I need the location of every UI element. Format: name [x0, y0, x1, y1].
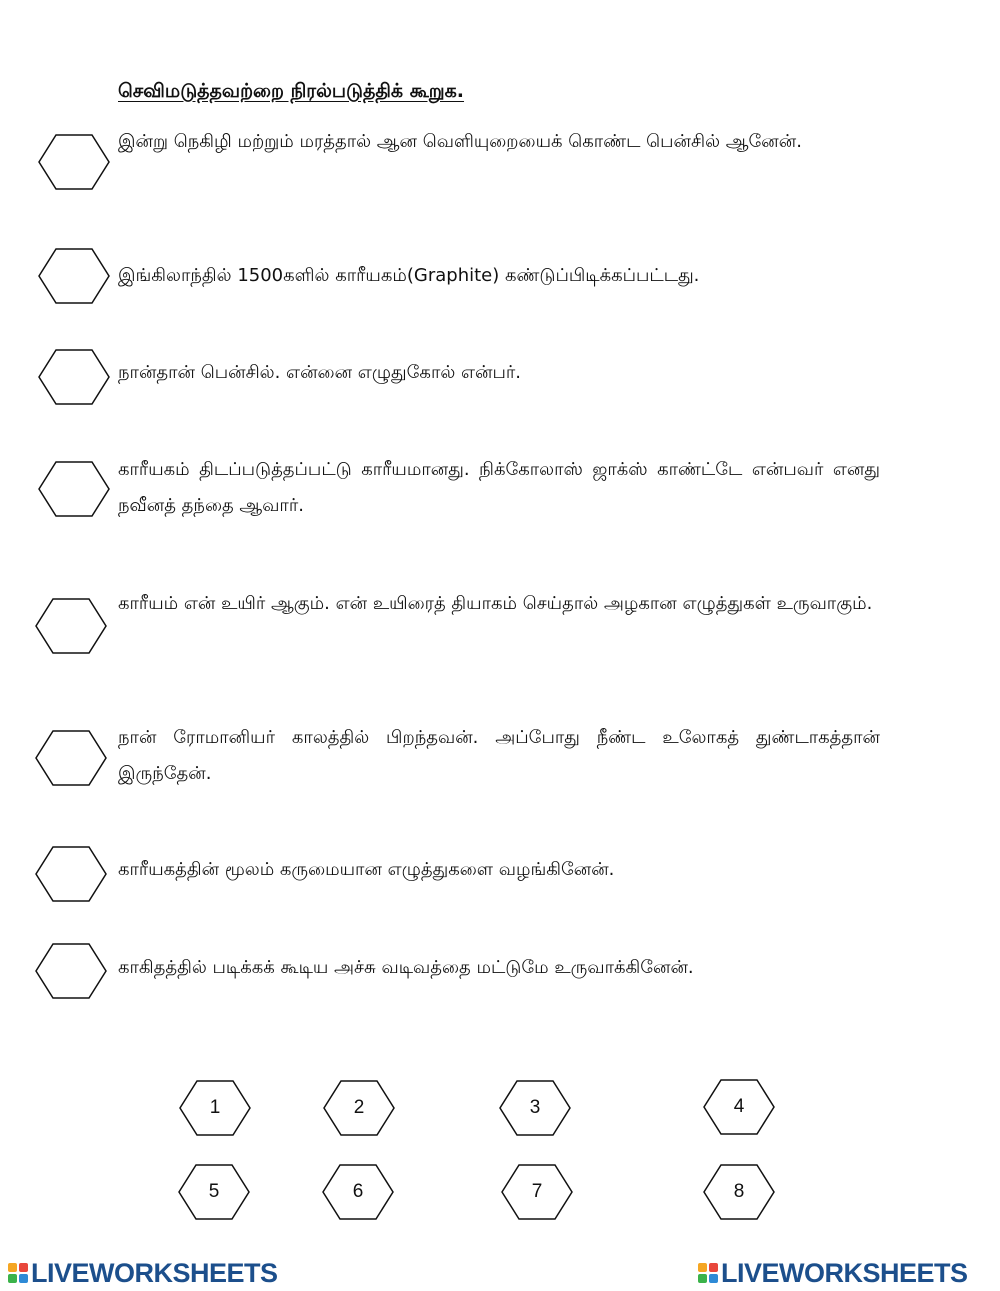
logo-wordmark: LIVEWORKSHEETS	[721, 1257, 968, 1288]
answer-tile-label: 5	[208, 1181, 220, 1202]
answer-tile-1[interactable]	[179, 1080, 251, 1136]
answer-tile-label: 7	[531, 1181, 543, 1202]
answer-tile-label: 6	[352, 1181, 364, 1202]
logo-wordmark: LIVEWORKSHEETS	[31, 1257, 278, 1288]
answer-tile-6[interactable]	[322, 1164, 394, 1220]
answer-tile-label: 8	[733, 1181, 745, 1202]
sentence-7: காரீயகத்தின் மூலம் கருமையான எழுத்துகளை வழங்கினேன்.	[118, 859, 615, 880]
answer-slot-6[interactable]	[35, 730, 107, 786]
sentence-5: காரீயம் என் உயிர் ஆகும். என் உயிரைத் தியாகம் செய்தால் அழகான எழுத்துகள் உருவாகும்.	[118, 593, 873, 614]
answer-tile-2[interactable]	[323, 1080, 395, 1136]
answer-tile-3[interactable]	[499, 1080, 571, 1136]
liveworksheets-mark-icon	[8, 1263, 28, 1283]
liveworksheets-logo-left	[8, 1258, 278, 1288]
answer-tile-label: 1	[209, 1097, 221, 1118]
answer-slot-7[interactable]	[35, 846, 107, 902]
answer-slot-3[interactable]	[38, 349, 110, 405]
answer-slot-4[interactable]	[38, 461, 110, 517]
answer-tile-label: 3	[529, 1097, 541, 1118]
liveworksheets-mark-icon	[698, 1263, 718, 1283]
sentence-8: காகிதத்தில் படிக்கக் கூடிய அச்சு வடிவத்தை மட்டுமே உருவாக்கினேன்.	[118, 957, 694, 978]
answer-slot-5[interactable]	[35, 598, 107, 654]
sentence-6: நான் ரோமானியர் காலத்தில் பிறந்தவன். அப்போது நீண்ட உலோகத் துண்டாகத்தான் இருந்தேன்.	[118, 727, 880, 784]
answer-tile-label: 2	[353, 1097, 365, 1118]
answer-slot-1[interactable]	[38, 134, 110, 190]
sentence-4: காரீயகம் திடப்படுத்தப்பட்டு காரீயமானது. நிக்கோலாஸ் ஜாக்ஸ் காண்ட்டே என்பவர் எனது நவீனத் தந்தை ஆவார்.	[118, 459, 880, 516]
answer-tile-4[interactable]	[703, 1079, 775, 1135]
sentence-1: இன்று நெகிழி மற்றும் மரத்தால் ஆன வெளியுறையைக் கொண்ட பென்சில் ஆனேன்.	[118, 131, 802, 152]
answer-tile-8[interactable]	[703, 1164, 775, 1220]
answer-slot-2[interactable]	[38, 248, 110, 304]
page-title: செவிமடுத்தவற்றை நிரல்படுத்திக் கூறுக.	[118, 80, 465, 102]
liveworksheets-logo-right	[698, 1258, 968, 1288]
answer-slot-8[interactable]	[35, 943, 107, 999]
answer-tile-7[interactable]	[501, 1164, 573, 1220]
answer-tile-5[interactable]	[178, 1164, 250, 1220]
sentence-2: இங்கிலாந்தில் 1500களில் காரீயகம்(Graphite) கண்டுப்பிடிக்கப்பட்டது.	[118, 265, 700, 286]
sentence-3: நான்தான் பென்சில். என்னை எழுதுகோல் என்பர்.	[118, 362, 522, 383]
answer-tile-label: 4	[733, 1096, 745, 1117]
